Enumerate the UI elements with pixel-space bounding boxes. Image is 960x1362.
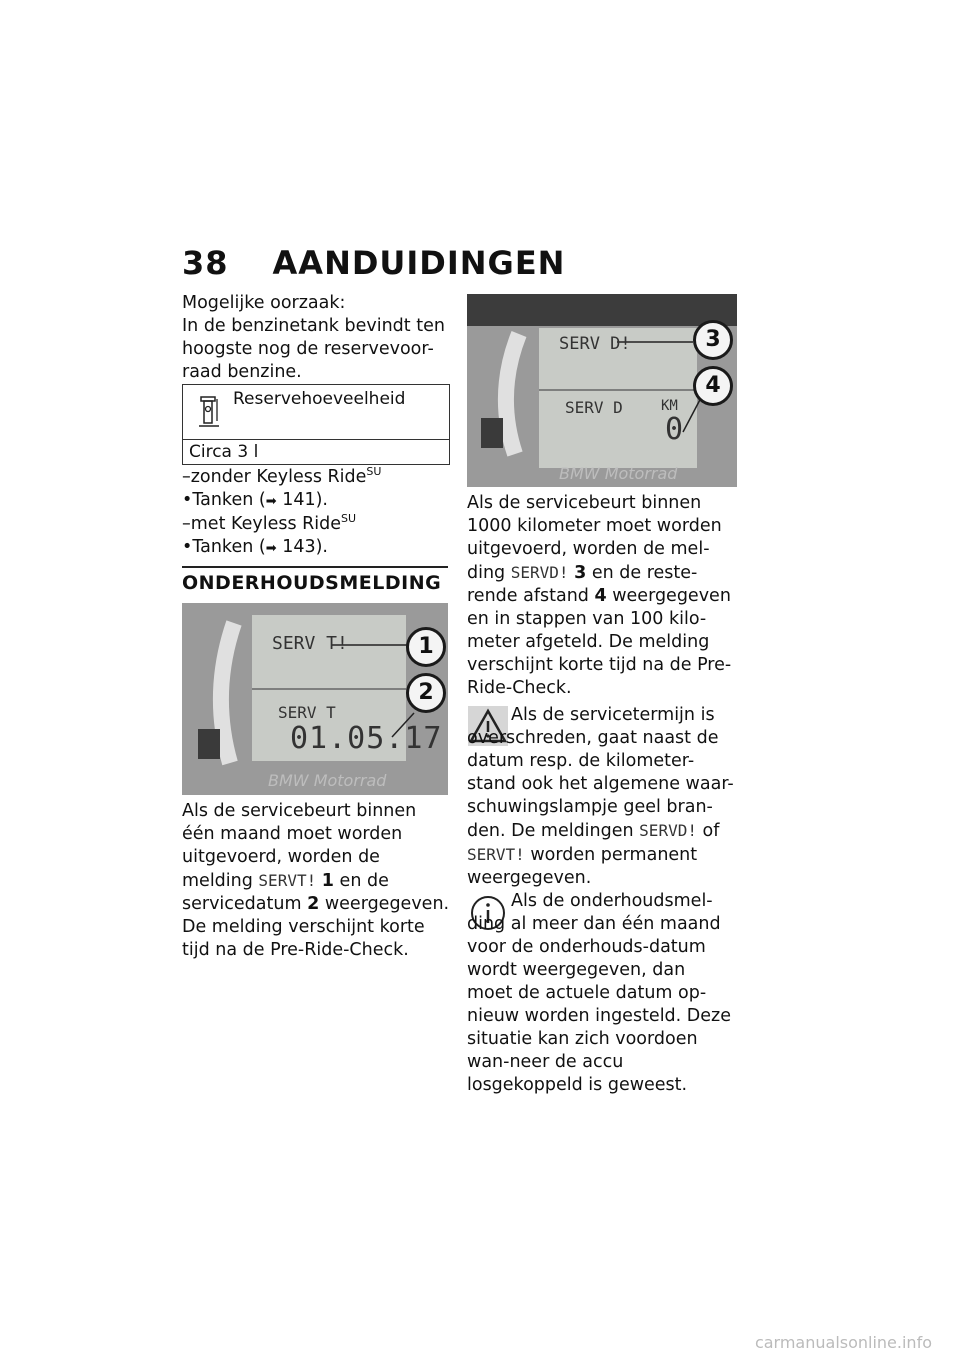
lcd-line-1: SERV D!	[559, 334, 631, 354]
page-ref-arrow-icon: ➡	[265, 494, 277, 509]
service-display-figure-2	[467, 294, 737, 487]
info-note: Als de onderhoudsmel-ding al meer dan één maand voor de onderhouds-datum wordt weergegeven, dan moet de actuele datum op-nieuw worden ingesteld. Deze situatie kan zich voordoen wan-neer de accu losgekoppeld is geweest.	[467, 891, 731, 1095]
service-display-figure-1	[182, 603, 448, 795]
lcd-date: 01.05.17	[290, 721, 443, 756]
reserve-table-value: Circa 3 l	[189, 442, 259, 462]
callout-2: 2	[406, 673, 446, 713]
brand-label: BMW Motorrad	[268, 771, 387, 790]
watermark: carmanualsonline.info	[754, 1333, 932, 1352]
callout-4: 4	[693, 366, 733, 406]
list-item: •Tanken (➡ 143).	[182, 537, 328, 557]
reserve-table-heading: Reservehoeveelheid	[233, 389, 406, 409]
callout-3: 3	[693, 320, 733, 360]
list-item: •Tanken (➡ 141).	[182, 490, 328, 510]
cause-text: In de benzinetank bevindt ten hoogste nog de reservevoor-raad benzine.	[182, 316, 445, 382]
list-item: –zonder Keyless Ride$^{SU}$	[182, 465, 382, 487]
cause-label: Mogelijke oorzaak:	[182, 293, 346, 313]
code-servd: SERVD!	[510, 563, 569, 582]
left-column	[182, 292, 450, 384]
code-servt: SERVT!	[467, 845, 525, 864]
reserve-table-header	[183, 385, 449, 440]
servt-description: Als de servicebeurt binnen één maand moet worden uitgevoerd, worden de melding SERVT! 1 en de servicedatum 2 weergegeven. De melding verschijnt korte tijd na de Pre-Ride-Check.	[182, 801, 450, 960]
page-number: 38	[182, 244, 229, 282]
lcd-line-2: SERV D	[565, 398, 623, 417]
lcd-line-1: SERV T!	[272, 633, 348, 654]
brand-label: BMW Motorrad	[559, 464, 678, 483]
section-divider	[182, 566, 448, 568]
lcd-distance: 0	[665, 412, 684, 447]
page-ref-arrow-icon: ➡	[265, 541, 277, 556]
callout-1: 1	[406, 627, 446, 667]
refuel-list	[182, 466, 450, 560]
fuel-pump-icon	[197, 393, 223, 431]
section-title: ONDERHOUDSMELDING	[182, 572, 442, 594]
servd-description: Als de servicebeurt binnen 1000 kilometer moet worden uitgevoerd, worden de mel-ding SERVD! 3 en de reste-rende afstand 4 weergegeven en in stappen van 100 kilo-meter afgeteld. De melding verschijnt korte tijd na de Pre-Ride-Check.	[467, 493, 732, 698]
warning-note: Als de servicetermijn is overschreden, gaat naast de datum resp. de kilometer-stand ook het algemene waar-schuwingslampje geel bran-den. De meldingen SERVD! of SERVT! worden permanent weergegeven.	[467, 705, 734, 888]
list-item: –met Keyless Ride$^{SU}$	[182, 512, 357, 534]
page-header	[182, 244, 565, 282]
code-servd: SERVD!	[639, 821, 697, 840]
code-servt: SERVT!	[258, 871, 317, 890]
reserve-table	[182, 384, 450, 465]
page-title: AANDUIDINGEN	[272, 244, 566, 282]
lcd-unit: KM	[661, 398, 678, 414]
lcd-line-2: SERV T	[278, 703, 336, 722]
